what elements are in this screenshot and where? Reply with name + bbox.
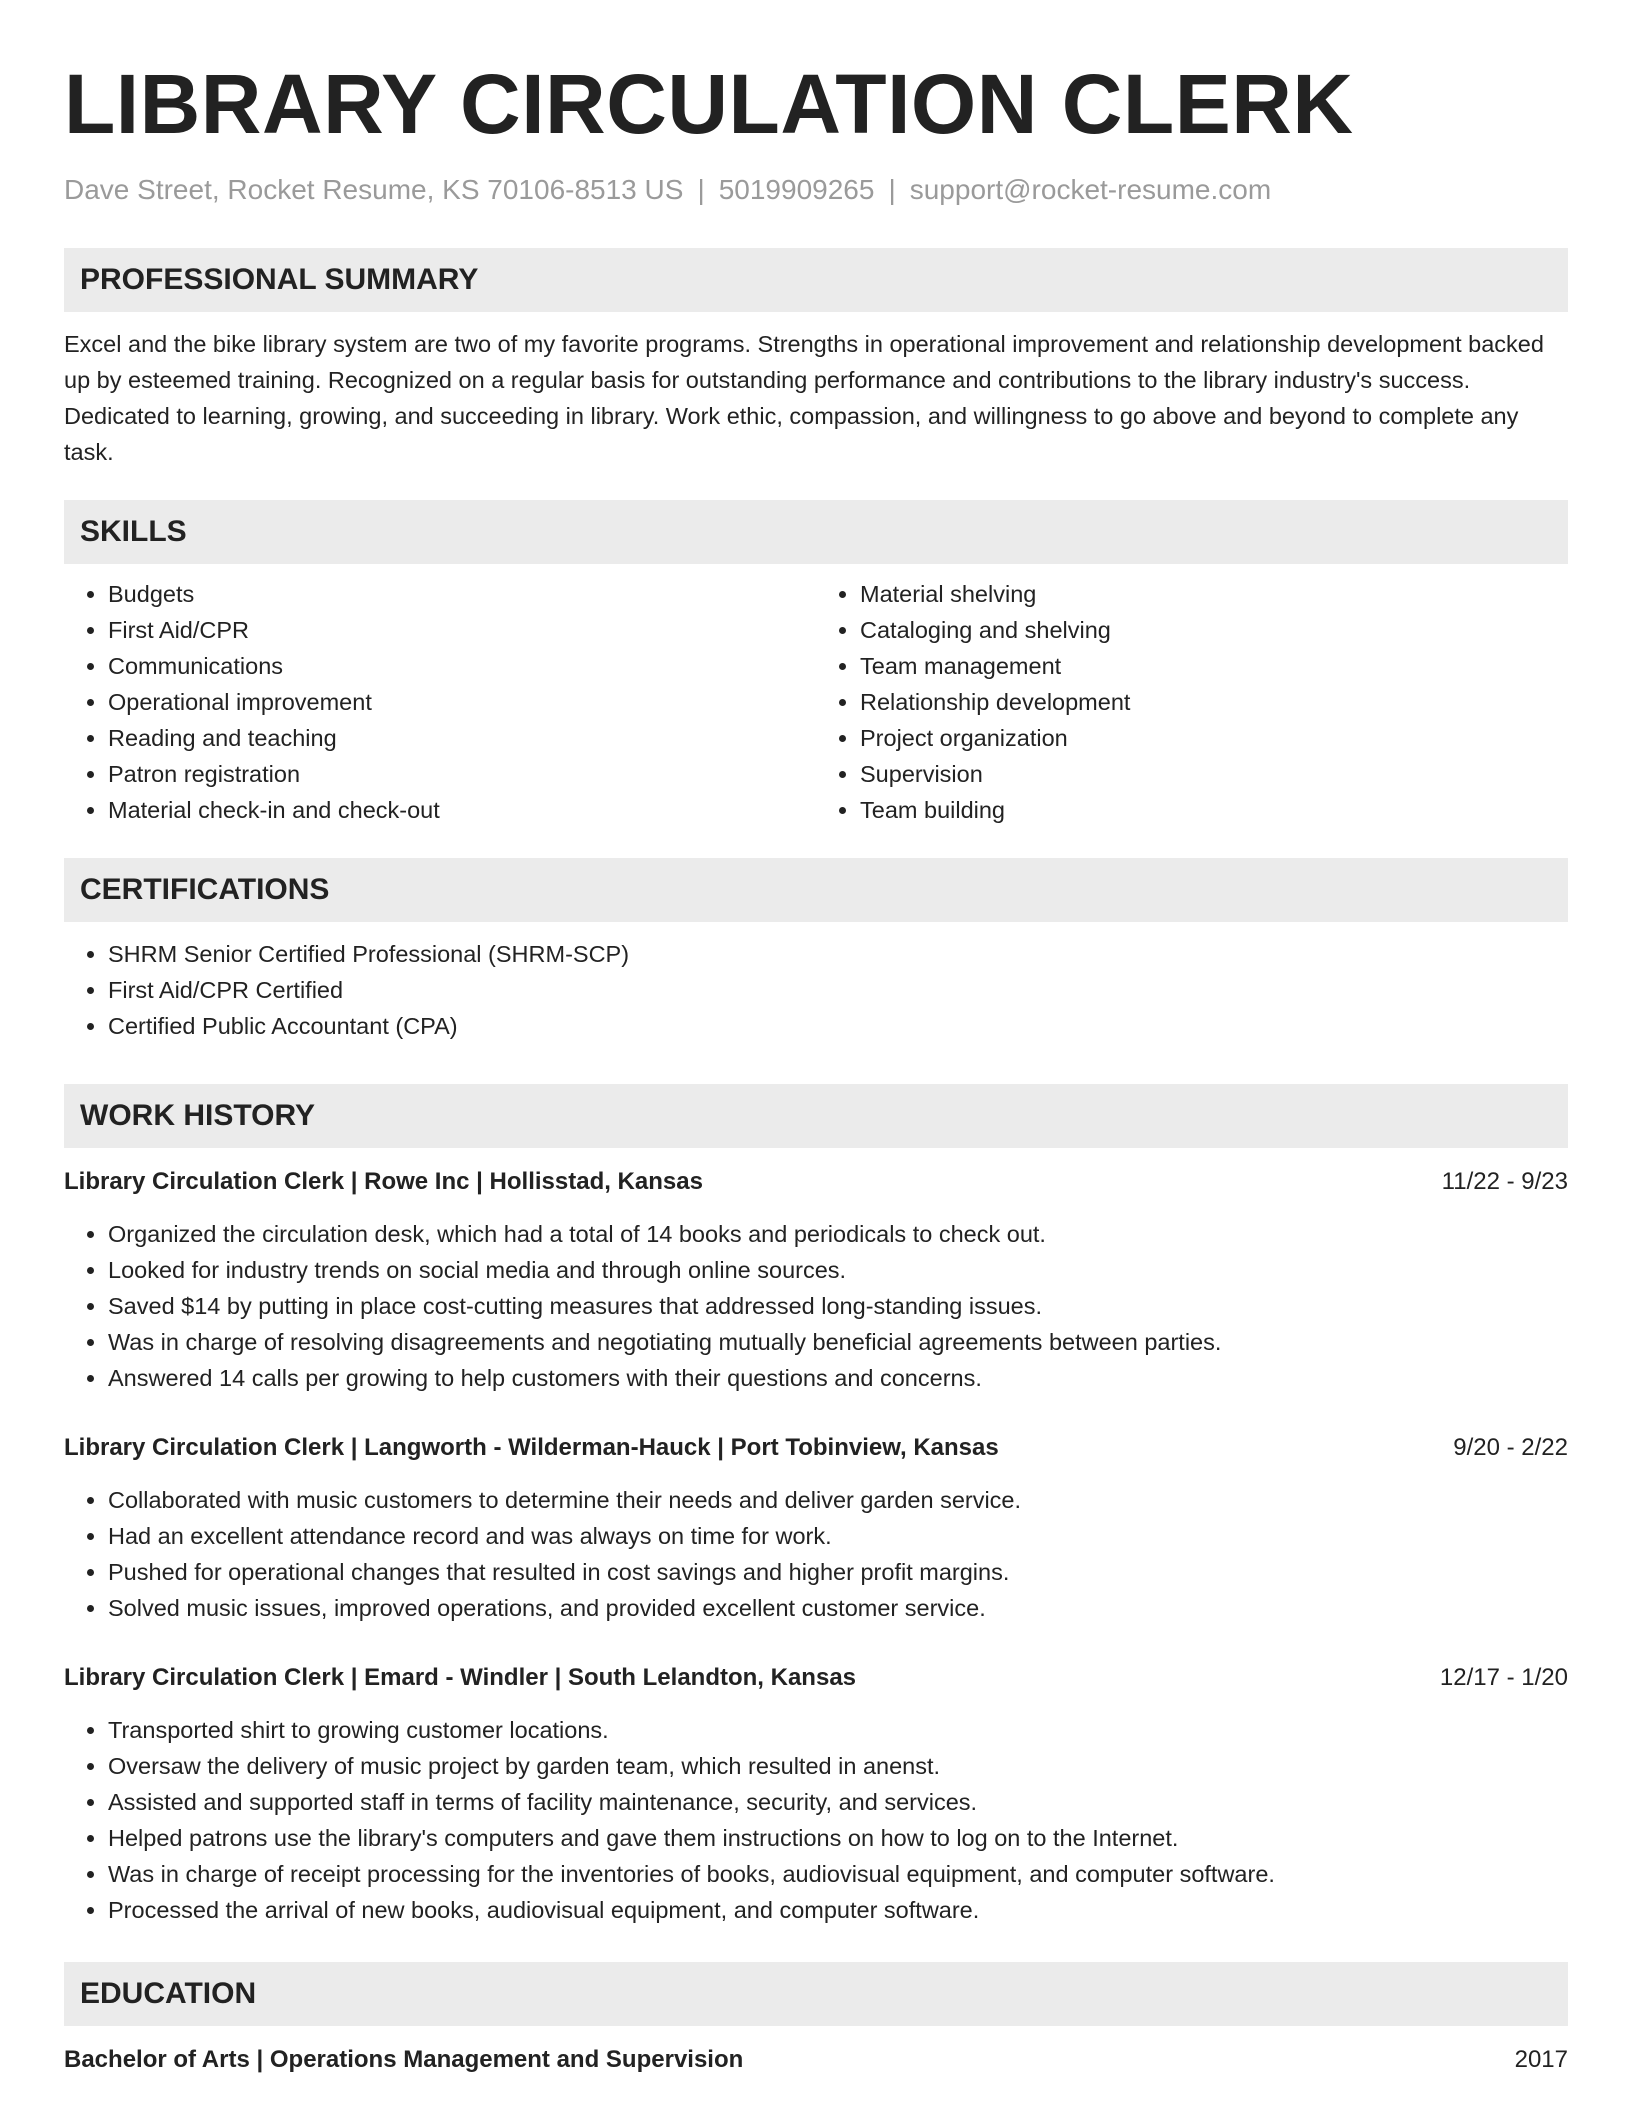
job-bullet: • Helped patrons use the library's computers and gave them instructions on how to log on to the Internet. bbox=[108, 1820, 1568, 1856]
contact-phone: 5019909265 bbox=[718, 174, 875, 205]
job-bullet: • Organized the circulation desk, which had a total of 14 books and periodicals to check out. bbox=[108, 1216, 1568, 1252]
certifications-list bbox=[64, 936, 1568, 1044]
job-header bbox=[64, 1660, 1568, 1696]
job-header bbox=[64, 1164, 1568, 1200]
section-header-skills: SKILLS bbox=[64, 500, 1568, 564]
job-bullet: • Had an excellent attendance record and was always on time for work. bbox=[108, 1518, 1568, 1554]
job-title: Library Circulation Clerk | Langworth - Wilderman-Hauck | Port Tobinview, Kansas bbox=[64, 1434, 999, 1461]
job-bullet: • Assisted and supported staff in terms of facility maintenance, security, and services. bbox=[108, 1784, 1568, 1820]
skill-item: • First Aid/CPR bbox=[108, 612, 816, 648]
skills-column-right bbox=[816, 576, 1568, 828]
contact-email: support@rocket-resume.com bbox=[909, 174, 1272, 205]
job-bullet: • Processed the arrival of new books, audiovisual equipment, and computer software. bbox=[108, 1892, 1568, 1928]
skill-item: • Relationship development bbox=[860, 684, 1568, 720]
job-title: Library Circulation Clerk | Emard - Windler | South Lelandton, Kansas bbox=[64, 1664, 857, 1691]
job-bullet: • Saved $14 by putting in place cost-cutting measures that addressed long-standing issues. bbox=[108, 1288, 1568, 1324]
job-entry bbox=[64, 1430, 1568, 1626]
education-year: 2017 bbox=[1514, 2046, 1568, 2073]
skill-item: • Operational improvement bbox=[108, 684, 816, 720]
contact-address: Dave Street, Rocket Resume, KS 70106-8513 US bbox=[64, 174, 684, 205]
contact-line bbox=[64, 172, 1568, 208]
job-bullet: • Transported shirt to growing customer locations. bbox=[108, 1712, 1568, 1748]
job-bullets bbox=[64, 1482, 1568, 1626]
contact-separator: | bbox=[888, 174, 896, 205]
job-entry bbox=[64, 1660, 1568, 1928]
job-bullets bbox=[64, 1712, 1568, 1928]
job-bullet: • Oversaw the delivery of music project by garden team, which resulted in anenst. bbox=[108, 1748, 1568, 1784]
certification-item: • First Aid/CPR Certified bbox=[108, 972, 1568, 1008]
education-header bbox=[64, 2042, 1568, 2078]
certification-item: • Certified Public Accountant (CPA) bbox=[108, 1008, 1568, 1044]
job-header bbox=[64, 1430, 1568, 1466]
job-title: Library Circulation Clerk | Rowe Inc | Hollisstad, Kansas bbox=[64, 1168, 703, 1195]
section-header-work-history: WORK HISTORY bbox=[64, 1084, 1568, 1148]
job-bullet: • Was in charge of resolving disagreements and negotiating mutually beneficial agreements between parties. bbox=[108, 1324, 1568, 1360]
education-degree: Bachelor of Arts | Operations Management and Supervision bbox=[64, 2046, 744, 2073]
skills-column-left bbox=[64, 576, 816, 828]
section-header-summary: PROFESSIONAL SUMMARY bbox=[64, 248, 1568, 312]
job-dates: 9/20 - 2/22 bbox=[1453, 1434, 1568, 1461]
skill-item: • Material check-in and check-out bbox=[108, 792, 816, 828]
job-dates: 12/17 - 1/20 bbox=[1439, 1664, 1568, 1691]
job-bullet: • Pushed for operational changes that resulted in cost savings and higher profit margins. bbox=[108, 1554, 1568, 1590]
skill-item: • Budgets bbox=[108, 576, 816, 612]
skill-item: • Supervision bbox=[860, 756, 1568, 792]
skill-item: • Team management bbox=[860, 648, 1568, 684]
job-entry bbox=[64, 1164, 1568, 1396]
resume-name: LIBRARY CIRCULATION CLERK bbox=[64, 57, 1354, 151]
contact-separator: | bbox=[697, 174, 705, 205]
skill-item: • Reading and teaching bbox=[108, 720, 816, 756]
job-bullet: • Solved music issues, improved operations, and provided excellent customer service. bbox=[108, 1590, 1568, 1626]
education-entry bbox=[64, 2042, 1568, 2078]
skill-item: • Project organization bbox=[860, 720, 1568, 756]
skill-item: • Communications bbox=[108, 648, 816, 684]
job-dates: 11/22 - 9/23 bbox=[1441, 1168, 1568, 1195]
skill-item: • Cataloging and shelving bbox=[860, 612, 1568, 648]
job-bullets bbox=[64, 1216, 1568, 1396]
summary-text: Excel and the bike library system are two of my favorite programs. Strengths in operational improvement and relationship development backed up by esteemed training. Recognized on a regular basis for outstanding performance and contributions to the library industry's success. Dedicated to learning, growing, and succeeding in library. Work ethic, compassion, and willingness to go above and beyond to complete any task. bbox=[64, 331, 1544, 465]
section-header-education: EDUCATION bbox=[64, 1962, 1568, 2026]
skills-list bbox=[64, 576, 1568, 828]
certification-item: • SHRM Senior Certified Professional (SHRM-SCP) bbox=[108, 936, 1568, 972]
skill-item: • Team building bbox=[860, 792, 1568, 828]
job-bullet: • Collaborated with music customers to determine their needs and deliver garden service. bbox=[108, 1482, 1568, 1518]
skill-item: • Material shelving bbox=[860, 576, 1568, 612]
job-bullet: • Looked for industry trends on social media and through online sources. bbox=[108, 1252, 1568, 1288]
job-bullet: • Was in charge of receipt processing for the inventories of books, audiovisual equipment, and computer software. bbox=[108, 1856, 1568, 1892]
section-header-certifications: CERTIFICATIONS bbox=[64, 858, 1568, 922]
skill-item: • Patron registration bbox=[108, 756, 816, 792]
job-bullet: • Answered 14 calls per growing to help customers with their questions and concerns. bbox=[108, 1360, 1568, 1396]
